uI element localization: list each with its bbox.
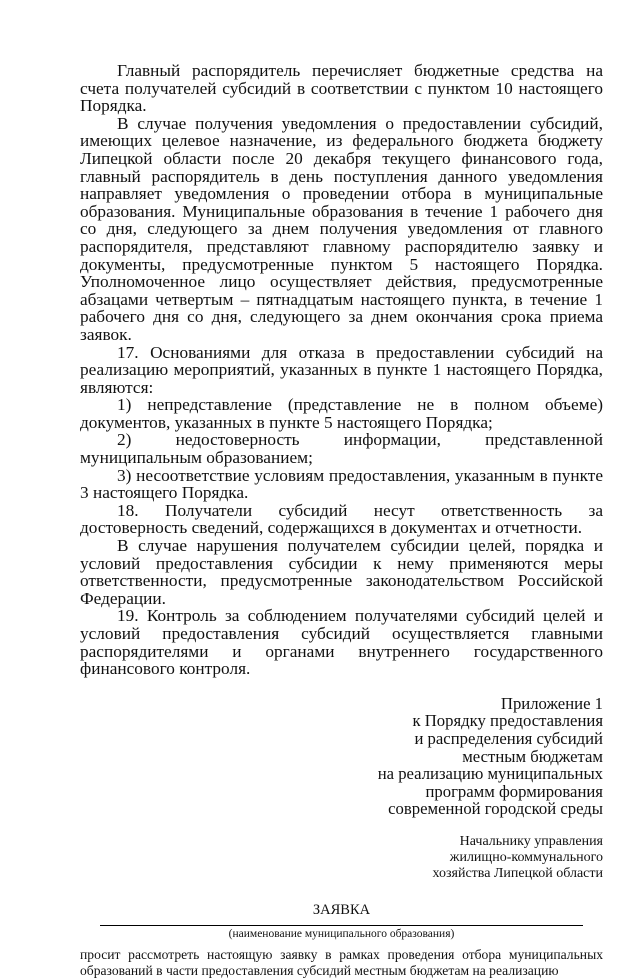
municipality-name-line [100, 925, 583, 926]
paragraph-17-item-3: 3) несоответствие условиям предоставления, указанным в пункте 3 настоящего Порядка. [80, 465, 603, 503]
paragraph-18-violation: В случае нарушения получателем субсидии целей, порядка и условий предоставления субсидии к нему применяются меры ответственности, предусмотренные законодательством Российской Федерации. [80, 536, 603, 608]
appendix-line: местным бюджетам [462, 746, 603, 766]
appendix-line: на реализацию муниципальных [377, 764, 603, 784]
application-text: просит рассмотреть настоящую заявку в рамках проведения отбора муниципальных образований в части предоставления субсидий местным бюджетам на реализацию [80, 946, 603, 979]
paragraph-17-refusal-grounds: 17. Основаниями для отказа в предоставлении субсидий на реализацию мероприятий, указанных в пункте 1 настоящего Порядка, являются: [80, 342, 603, 397]
paragraph-17-item-1: 1) непредставление (представление не в полном объеме) документов, указанных в пункте 5 настоящего Порядка; [80, 395, 603, 432]
paragraph-17-item-2: 2) недостоверность информации, представленной муниципальным образованием; [80, 430, 603, 468]
appendix-line: современной городской среды [388, 799, 603, 819]
paragraph-federal-notice: В случае получения уведомления о предоставлении субсидий, имеющих целевое назначение, из федерального бюджета бюджету Липецкой области после 20 декабря текущего финансового года, главный распорядитель в день поступления данного уведомления направляет уведомления о проведении отбора в муниципальные образования. Муниципальные образования в течение 1 рабочего дня со дня, следующего за днем получения уведомления от главного распорядителя, представляют главному распорядителю заявку и документы, предусмотренные пунктом 5 настоящего Порядка. Уполномоченное лицо осуществляет действия, предусмотренные абзацами четвертым – пятнадцатым настоящего пункта, в течение 1 рабочего дня со дня, следующего за днем окончания срока приема заявок. [80, 113, 603, 344]
paragraph-18-responsibility: 18. Получатели субсидий несут ответственность за достоверность сведений, содержащихся в документах и отчетности. [80, 500, 603, 538]
appendix-line: программ формирования [425, 781, 603, 801]
form-title: ЗАЯВКА [312, 901, 371, 918]
appendix-heading [80, 695, 603, 818]
appendix-line: к Порядку предоставления [412, 711, 603, 731]
recipient-line: жилищно-коммунального [449, 849, 603, 865]
paragraph-payment: Главный распорядитель перечисляет бюджетные средства на счета получателей субсидий в соответствии с пунктом 10 настоящего Порядка. [80, 61, 603, 116]
document-page [80, 62, 603, 980]
municipality-name-caption: (наименование муниципального образования) [228, 927, 455, 940]
appendix-line: Приложение 1 [500, 693, 603, 713]
recipient-block [80, 834, 603, 882]
recipient-line: хозяйства Липецкой области [432, 865, 603, 881]
appendix-line: и распределения субсидий [414, 728, 603, 748]
paragraph-19-control: 19. Контроль за соблюдением получателями субсидий целей и условий предоставления субсидий осуществляется главными распорядителями и органами внутреннего государственного финансового контроля. [80, 606, 603, 679]
recipient-line: Начальнику управления [459, 833, 603, 849]
